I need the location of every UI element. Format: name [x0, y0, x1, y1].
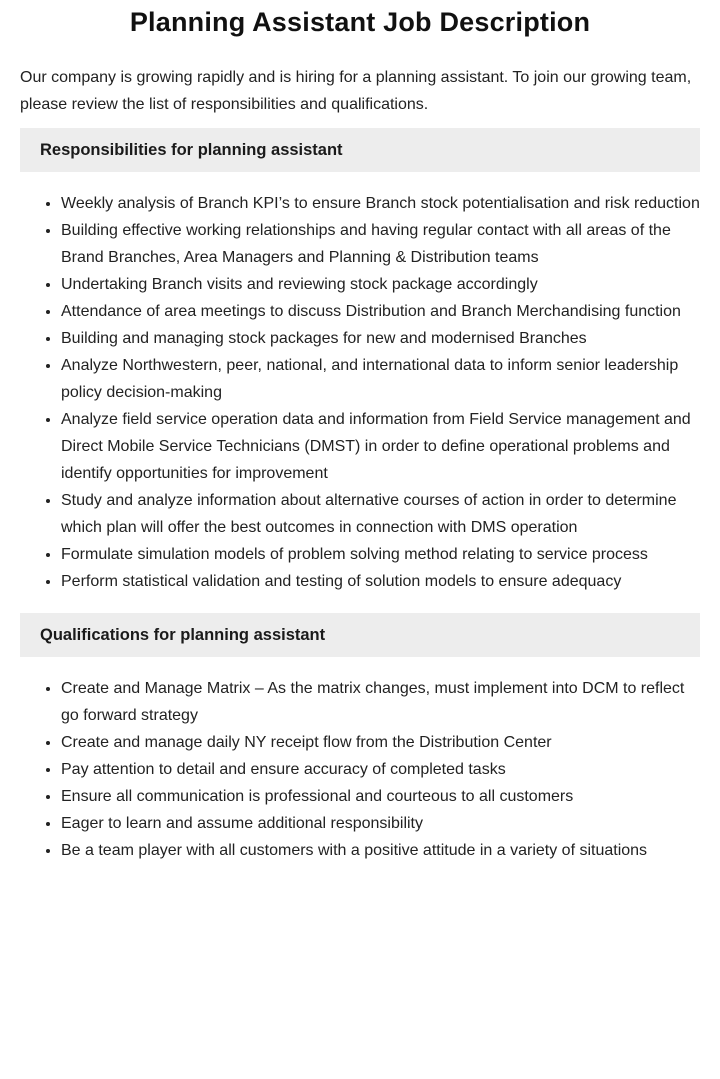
list-item: • Study and analyze information about alternative courses of action in order to determine which plan will offer the best outcomes in connection with DMS operation: [61, 487, 700, 541]
list-item: • Pay attention to detail and ensure accuracy of completed tasks: [61, 756, 700, 783]
list-item: • Building effective working relationships and having regular contact with all areas of the Brand Branches, Area Managers and Planning & Distribution teams: [61, 217, 700, 271]
list-item: • Ensure all communication is professional and courteous to all customers: [61, 783, 700, 810]
section-header-responsibilities: [20, 128, 700, 172]
section-heading-text: Qualifications for planning assistant: [40, 625, 326, 644]
intro-paragraph: Our company is growing rapidly and is hiring for a planning assistant. To join our growing team, please review the list of responsibilities and qualifications.: [20, 69, 692, 113]
page-title: Planning Assistant Job Description: [129, 7, 591, 37]
list-item: • Formulate simulation models of problem solving method relating to service process: [61, 541, 700, 568]
list-item: • Be a team player with all customers with a positive attitude in a variety of situations: [61, 837, 700, 864]
list-item: • Eager to learn and assume additional responsibility: [61, 810, 700, 837]
list-item: • Building and managing stock packages for new and modernised Branches: [61, 325, 700, 352]
list-item: • Create and manage daily NY receipt flow from the Distribution Center: [61, 729, 700, 756]
section-heading-text: Responsibilities for planning assistant: [40, 140, 343, 159]
list-item: • Analyze Northwestern, peer, national, and international data to inform senior leadership policy decision-making: [61, 352, 700, 406]
qualifications-list: [20, 675, 700, 864]
list-item: • Perform statistical validation and testing of solution models to ensure adequacy: [61, 568, 700, 595]
list-item: • Weekly analysis of Branch KPI’s to ensure Branch stock potentialisation and risk reduction: [61, 190, 700, 217]
list-item: • Create and Manage Matrix – As the matrix changes, must implement into DCM to reflect go forward strategy: [61, 675, 700, 729]
section-header-qualifications: [20, 613, 700, 657]
list-item: • Analyze field service operation data and information from Field Service management and Direct Mobile Service Technicians (DMST) in order to define operational problems and identify opportunities for improvement: [61, 406, 700, 487]
responsibilities-list: [20, 190, 700, 595]
list-item: • Undertaking Branch visits and reviewing stock package accordingly: [61, 271, 700, 298]
list-item: • Attendance of area meetings to discuss Distribution and Branch Merchandising function: [61, 298, 700, 325]
